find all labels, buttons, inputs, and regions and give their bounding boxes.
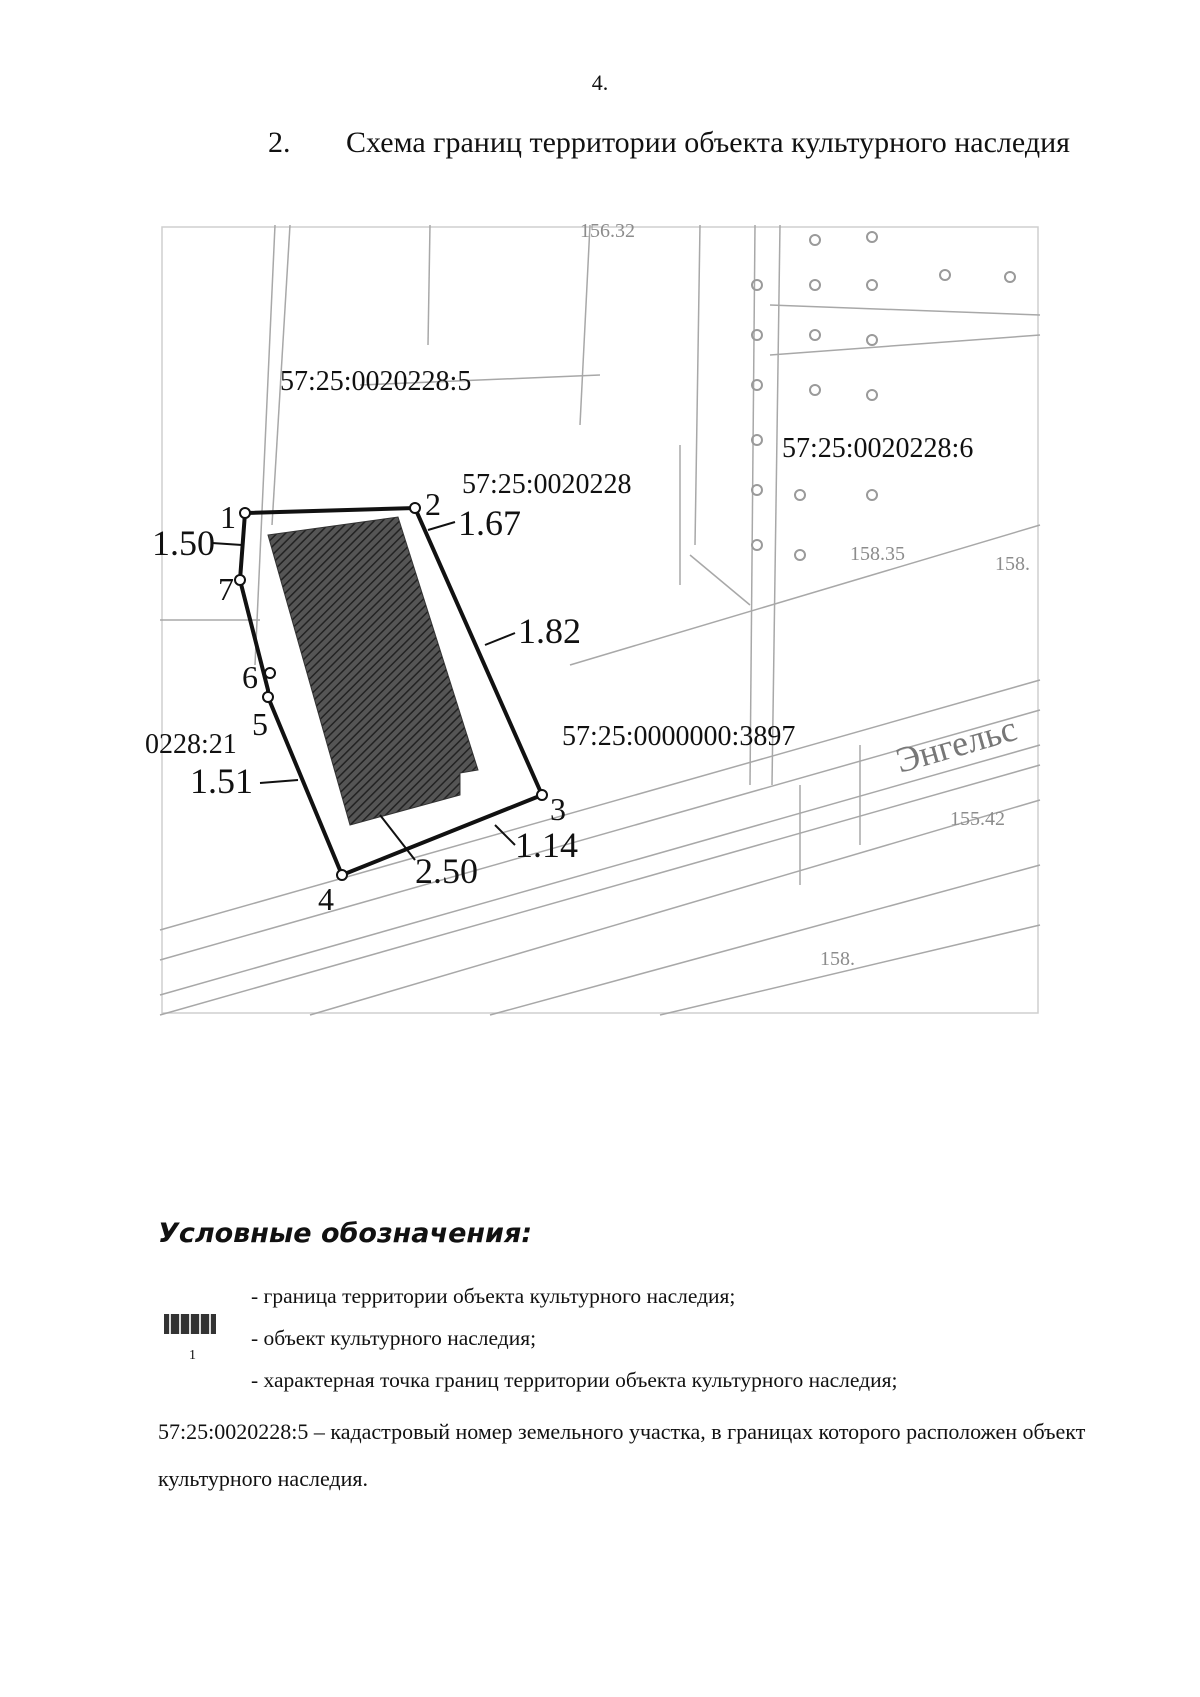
- tree-symbols: [752, 232, 1015, 560]
- boundary-point: [537, 790, 547, 800]
- segment-label: 1.51: [190, 761, 253, 801]
- cadastral-label: 0228:21: [145, 729, 237, 760]
- segment-label: 1.50: [152, 523, 215, 563]
- segment-label: 1.67: [458, 503, 521, 543]
- section-number: 2.: [268, 126, 291, 159]
- point-number: 5: [252, 706, 268, 742]
- heritage-object-swatch: [162, 1310, 220, 1338]
- cadastral-label: 57:25:0020228:5: [280, 366, 472, 397]
- point-number: 1: [220, 499, 236, 535]
- cadastral-label: 57:25:0020228:6: [782, 433, 974, 464]
- page-number: 4.: [591, 70, 609, 95]
- street-label: Энгельс: [891, 708, 1022, 781]
- segment-label: 2.50: [415, 851, 478, 891]
- legend-title: Условные обозначения:: [158, 1218, 533, 1249]
- boundary-point: [337, 870, 347, 880]
- cadastral-label: 57:25:0000000:3897: [562, 721, 796, 752]
- legend-boundary-text: - граница территории объекта культурного наследия;: [251, 1284, 736, 1308]
- boundary-scheme-map: [145, 220, 1040, 1015]
- point-number: 3: [550, 791, 566, 827]
- heritage-object-area: [268, 517, 478, 825]
- cadastral-label: 57:25:0020228: [462, 469, 632, 500]
- elevation-label: 158.35: [850, 543, 905, 565]
- boundary-point: [263, 692, 273, 702]
- elevation-label: 156.32: [580, 220, 635, 242]
- boundary-point: [240, 508, 250, 518]
- segment-label: 1.14: [515, 825, 578, 865]
- section-title: Схема границ территории объекта культурного наследия: [346, 126, 1070, 159]
- legend-cadastral-text: 57:25:0020228:5 – кадастровый номер земельного участка, в границах которого расположен объект культурного наследия.: [158, 1419, 1086, 1491]
- segment-label: 1.82: [518, 611, 581, 651]
- point-number: 4: [318, 881, 334, 917]
- point-number: 6: [242, 659, 258, 695]
- legend-object-text: - объект культурного наследия;: [251, 1326, 537, 1350]
- point-number: 7: [218, 571, 234, 607]
- elevation-label: 158.: [820, 948, 855, 970]
- boundary-point: [235, 575, 245, 585]
- boundary-point: [410, 503, 420, 513]
- elevation-label: 155.42: [950, 808, 1005, 830]
- point-number: 2: [425, 486, 441, 522]
- boundary-point: [265, 668, 275, 678]
- legend-point-text: - характерная точка границ территории объекта культурного наследия;: [251, 1368, 898, 1392]
- legend-point-symbol: 1: [189, 1348, 196, 1363]
- elevation-label: 158.: [995, 553, 1030, 575]
